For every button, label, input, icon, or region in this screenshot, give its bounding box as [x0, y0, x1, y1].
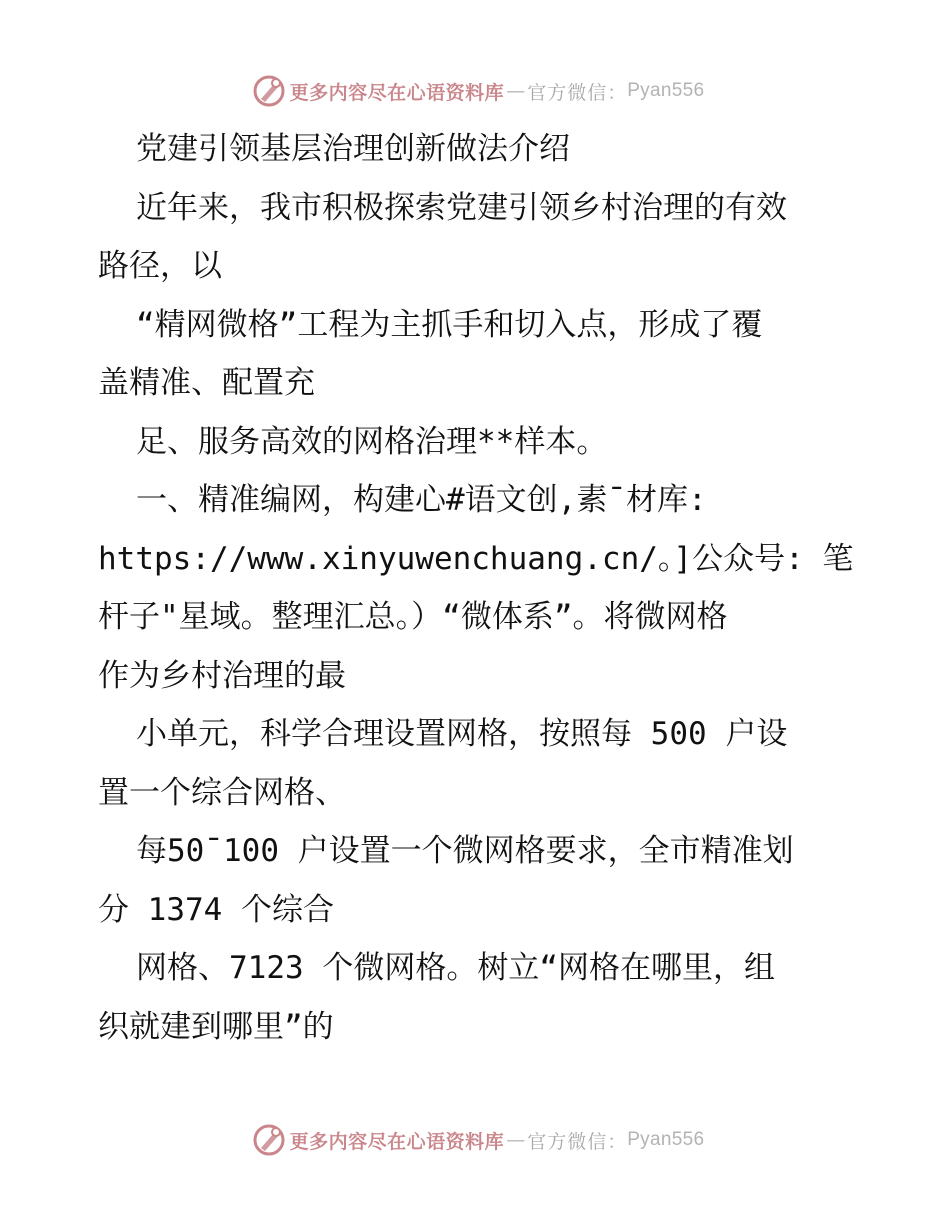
text-line: 小单元，科学合理设置网格，按照每 500 户设 — [136, 716, 788, 752]
watermark-id: Pyan556 — [627, 80, 705, 101]
text-line: “精网微格”工程为主抓手和切入点，形成了覆 — [136, 306, 763, 343]
text-line: 织就建到哪里”的 — [98, 1008, 334, 1045]
watermark-label: 官方微信： — [527, 1130, 628, 1153]
text-line: 杆子"星域。整理汇总。）“微体系”。将微网格 — [98, 599, 728, 635]
document-title: 党建引领基层治理创新做法介绍 — [136, 131, 570, 167]
watermark-group — [252, 74, 705, 108]
watermark-label: 官方微信： — [527, 81, 628, 104]
text-line: 足、服务高效的网格治理**样本。 — [136, 423, 608, 460]
text-line: 近年来，我市积极探索党建引领乡村治理的有效 — [136, 189, 787, 226]
text-line: 作为乡村治理的最 — [98, 657, 346, 694]
section-heading: 一、精准编网，构建心#语文创,素¯材库: — [136, 482, 707, 518]
watermark-group — [252, 1123, 705, 1157]
watermark-separator: — — [506, 80, 526, 102]
header-watermark — [0, 71, 950, 111]
watermark-brand: 更多内容尽在心语资料库 — [289, 81, 505, 104]
pen-circle-logo-icon — [252, 1123, 286, 1157]
text-line: 网格、7123 个微网格。树立“网格在哪里，组 — [136, 950, 775, 986]
document-body — [98, 120, 868, 1056]
text-line: 路径，以 — [98, 248, 222, 284]
pen-circle-logo-icon — [252, 74, 286, 108]
text-line: 盖精准、配置充 — [98, 365, 315, 401]
watermark-separator: — — [506, 1129, 526, 1151]
text-line: https://www.xinyuwenchuang.cn/。]公众号: 笔 — [98, 540, 854, 577]
footer-watermark — [0, 1120, 950, 1160]
text-line: 每50¯100 户设置一个微网格要求，全市精准划 — [136, 833, 794, 869]
watermark-brand: 更多内容尽在心语资料库 — [289, 1130, 505, 1153]
watermark-id: Pyan556 — [627, 1129, 705, 1150]
text-line: 分 1374 个综合 — [98, 891, 334, 928]
text-line: 置一个综合网格、 — [98, 774, 346, 811]
